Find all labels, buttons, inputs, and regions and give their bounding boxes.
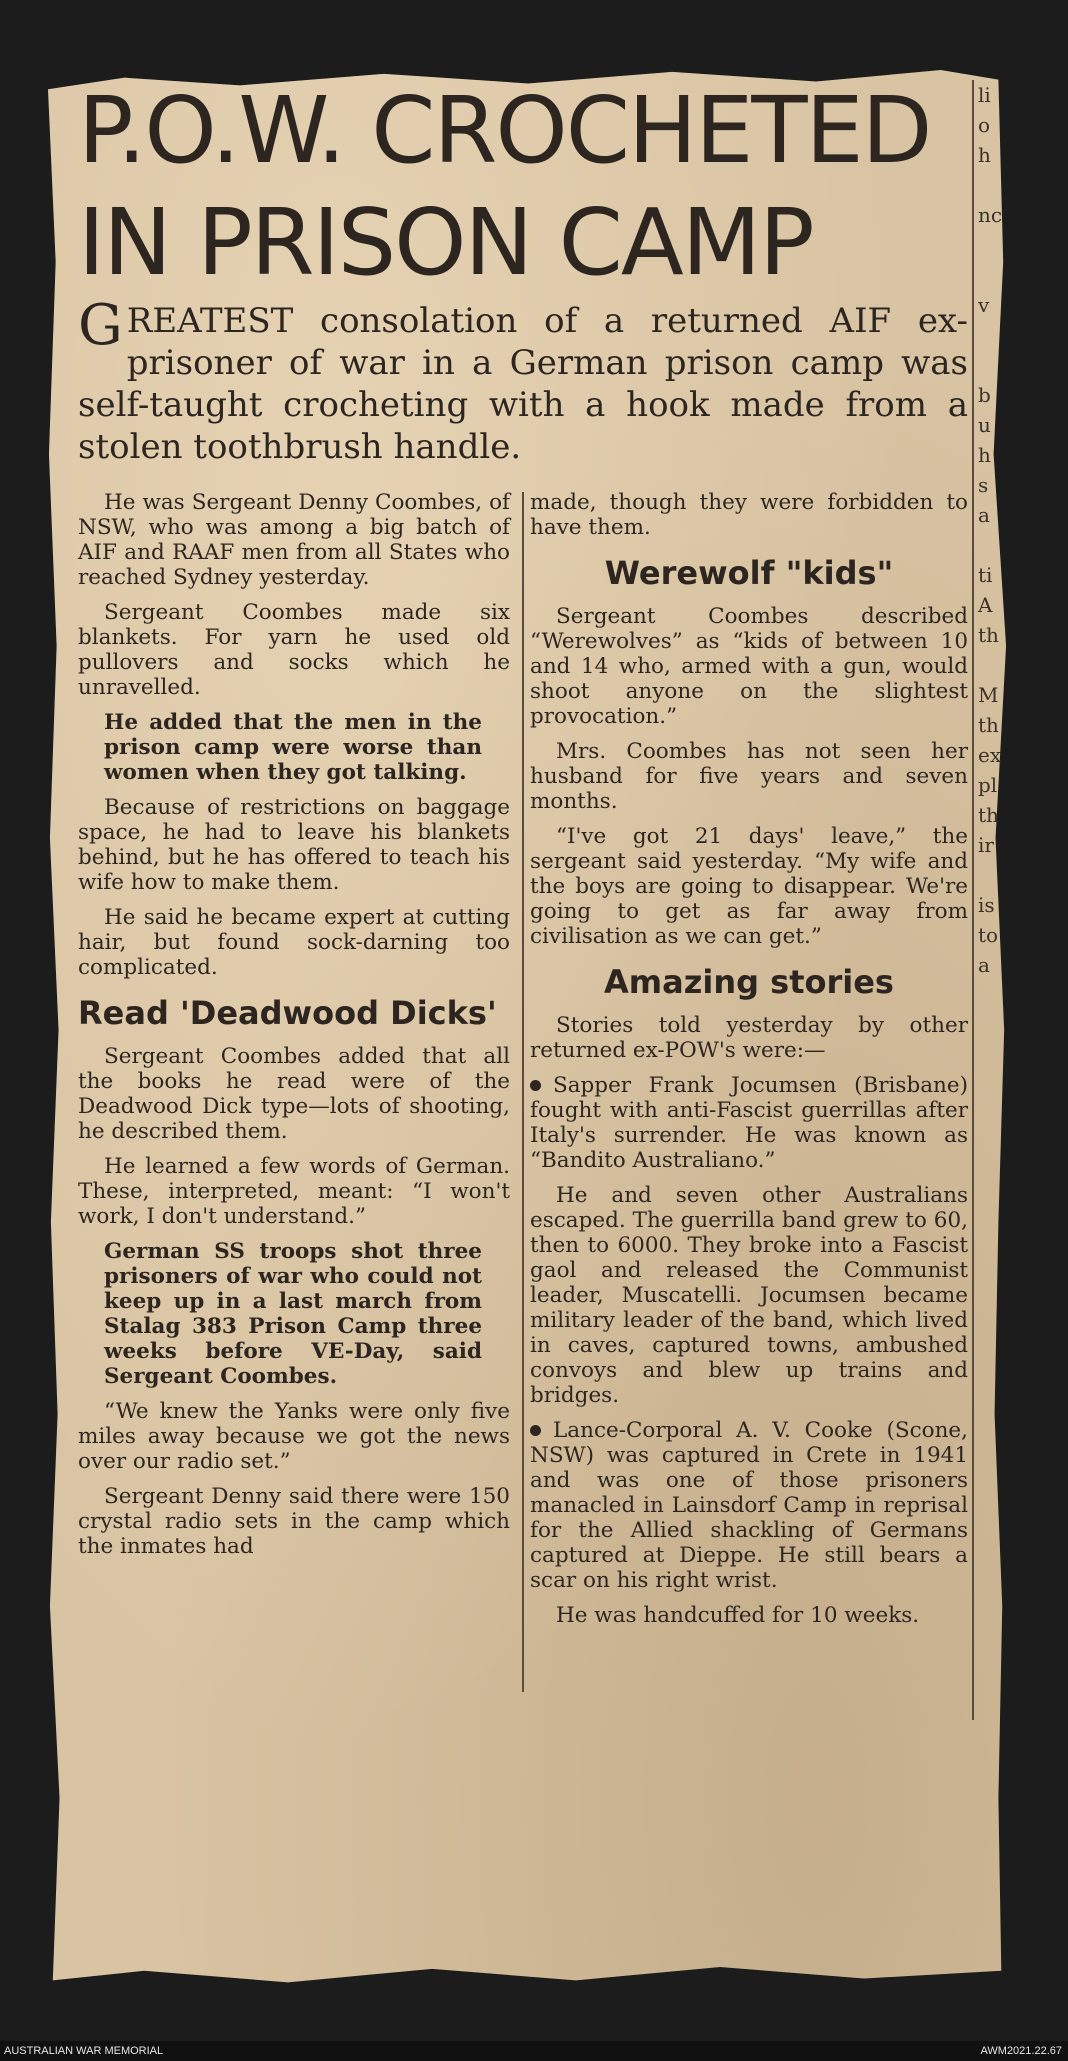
- fragment-text: [974, 530, 1010, 560]
- paragraph: Sergeant Denny said there were 150 crystal radio sets in the camp which the inmates had: [78, 1484, 510, 1559]
- bold-paragraph: German SS troops shot three prisoners of war who could not keep up in a last march from Stalag 383 Prison Camp three weeks before VE-Day, said Sergeant Coombes.: [104, 1239, 482, 1389]
- fragment-text: pl: [978, 773, 998, 797]
- fragment-text: h: [978, 143, 991, 167]
- fragment-text: A: [978, 593, 993, 617]
- subheading: Werewolf "kids": [604, 554, 894, 592]
- bullet-paragraph: [530, 1073, 968, 1173]
- subheading: Amazing stories: [604, 963, 894, 1001]
- fragment-text: s: [978, 473, 989, 497]
- fragment-text: [974, 260, 1010, 290]
- bullet-icon: [530, 1080, 541, 1091]
- credit-bar: [0, 2041, 1068, 2061]
- fragment-text: [974, 650, 1010, 680]
- paragraph: He said he became expert at cutting hair, but found sock-darning too complicated.: [78, 905, 510, 980]
- paragraph: “We knew the Yanks were only five miles away because we got the news over our radio set.”: [78, 1399, 510, 1474]
- fragment-text: a: [978, 503, 990, 527]
- headline: P.O.W. CROCHETED IN PRISON CAMP: [78, 77, 931, 296]
- paragraph: Sergeant Coombes described “Werewolves” as “kids of between 10 and 14 who, armed with a gun, would shoot anyone on the slightest provocation.”: [530, 604, 968, 729]
- subheading: Read 'Deadwood Dicks': [78, 994, 497, 1032]
- paragraph: Because of restrictions on baggage space, he had to leave his blankets behind, but he has offered to teach his wife how to make them.: [78, 795, 510, 895]
- paragraph: He and seven other Australians escaped. The guerrilla band grew to 60, then to 6000. They broke into a Fascist gaol and released the Communist leader, Muscatelli. Jocumsen became military leader of the band, which lived in caves, captured towns, ambushed convoys and blew up trains and bridges.: [530, 1183, 968, 1408]
- credit-left: AUSTRALIAN WAR MEMORIAL: [4, 2045, 164, 2057]
- fragment-text: o: [978, 113, 991, 137]
- paragraph: Sergeant Coombes made six blankets. For yarn he used old pullovers and socks which he unravelled.: [78, 600, 510, 700]
- lede-text: REATEST consolation of a returned AIF ex-prisoner of war in a German prison camp was self-taught crocheting with a hook made from a stolen toothbrush handle.: [78, 301, 968, 467]
- bullet-text: Sapper Frank Jocumsen (Brisbane) fought with anti-Fascist guerrillas after Italy's surrender. He was known as “Bandito Australiano.”: [530, 1073, 968, 1173]
- column-rule: [522, 492, 524, 1692]
- paragraph: He was handcuffed for 10 weeks.: [556, 1603, 920, 1628]
- fragment-text: [974, 320, 1010, 350]
- paragraph: made, though they were forbidden to have them.: [530, 490, 968, 540]
- fragment-text: h: [978, 443, 991, 467]
- fragment-text: th: [978, 713, 999, 737]
- fragment-text: v: [978, 293, 990, 317]
- fragment-text: ti: [978, 563, 993, 587]
- fragment-text: u: [978, 413, 991, 437]
- fragment-text: a: [978, 953, 990, 977]
- fragment-text: [974, 350, 1010, 380]
- paragraph: Stories told yesterday by other returned ex-POW's were:—: [530, 1013, 968, 1063]
- bullet-paragraph: [530, 1418, 968, 1593]
- fragment-text: th: [978, 623, 999, 647]
- paragraph: Sergeant Coombes added that all the books he read were of the Deadwood Dick type—lots of shooting, he described them.: [78, 1044, 510, 1144]
- drop-cap: G: [78, 293, 123, 358]
- credit-right: AWM2021.22.67: [980, 2045, 1062, 2057]
- fragment-text: ex: [978, 743, 1002, 767]
- fragment-text: nc: [978, 203, 1003, 227]
- paragraph: “I've got 21 days' leave,” the sergeant said yesterday. “My wife and the boys are going to disappear. We're going to get as far away from civilisation as we can get.”: [530, 824, 968, 949]
- lede-paragraph: [78, 293, 968, 468]
- fragment-text: to: [978, 923, 999, 947]
- bullet-text: Lance-Corporal A. V. Cooke (Scone, NSW) was captured in Crete in 1941 and was one of those prisoners manacled in Lainsdorf Camp in reprisal for the Allied shackling of Germans captured at Dieppe. He still bears a scar on his right wrist.: [530, 1418, 968, 1593]
- fragment-text: ir: [978, 833, 994, 857]
- fragment-text: is: [978, 893, 995, 917]
- fragment-text: [974, 230, 1010, 260]
- right-column: [530, 490, 968, 1638]
- bullet-icon: [530, 1425, 541, 1436]
- adjacent-column-fragment: [972, 80, 1010, 1720]
- paragraph: He learned a few words of German. These, interpreted, meant: “I won't work, I don't understand.”: [78, 1154, 510, 1229]
- fragment-text: M: [978, 683, 999, 707]
- fragment-text: [974, 170, 1010, 200]
- fragment-text: th: [978, 803, 999, 827]
- fragment-text: [974, 860, 1010, 890]
- paragraph: He was Sergeant Denny Coombes, of NSW, who was among a big batch of AIF and RAAF men from all States who reached Sydney yesterday.: [78, 490, 510, 590]
- fragment-text: li: [978, 83, 991, 107]
- bold-paragraph: He added that the men in the prison camp were worse than women when they got talking.: [104, 710, 482, 785]
- left-column: [78, 490, 510, 1569]
- paragraph: Mrs. Coombes has not seen her husband for five years and seven months.: [530, 739, 968, 814]
- fragment-text: b: [978, 383, 991, 407]
